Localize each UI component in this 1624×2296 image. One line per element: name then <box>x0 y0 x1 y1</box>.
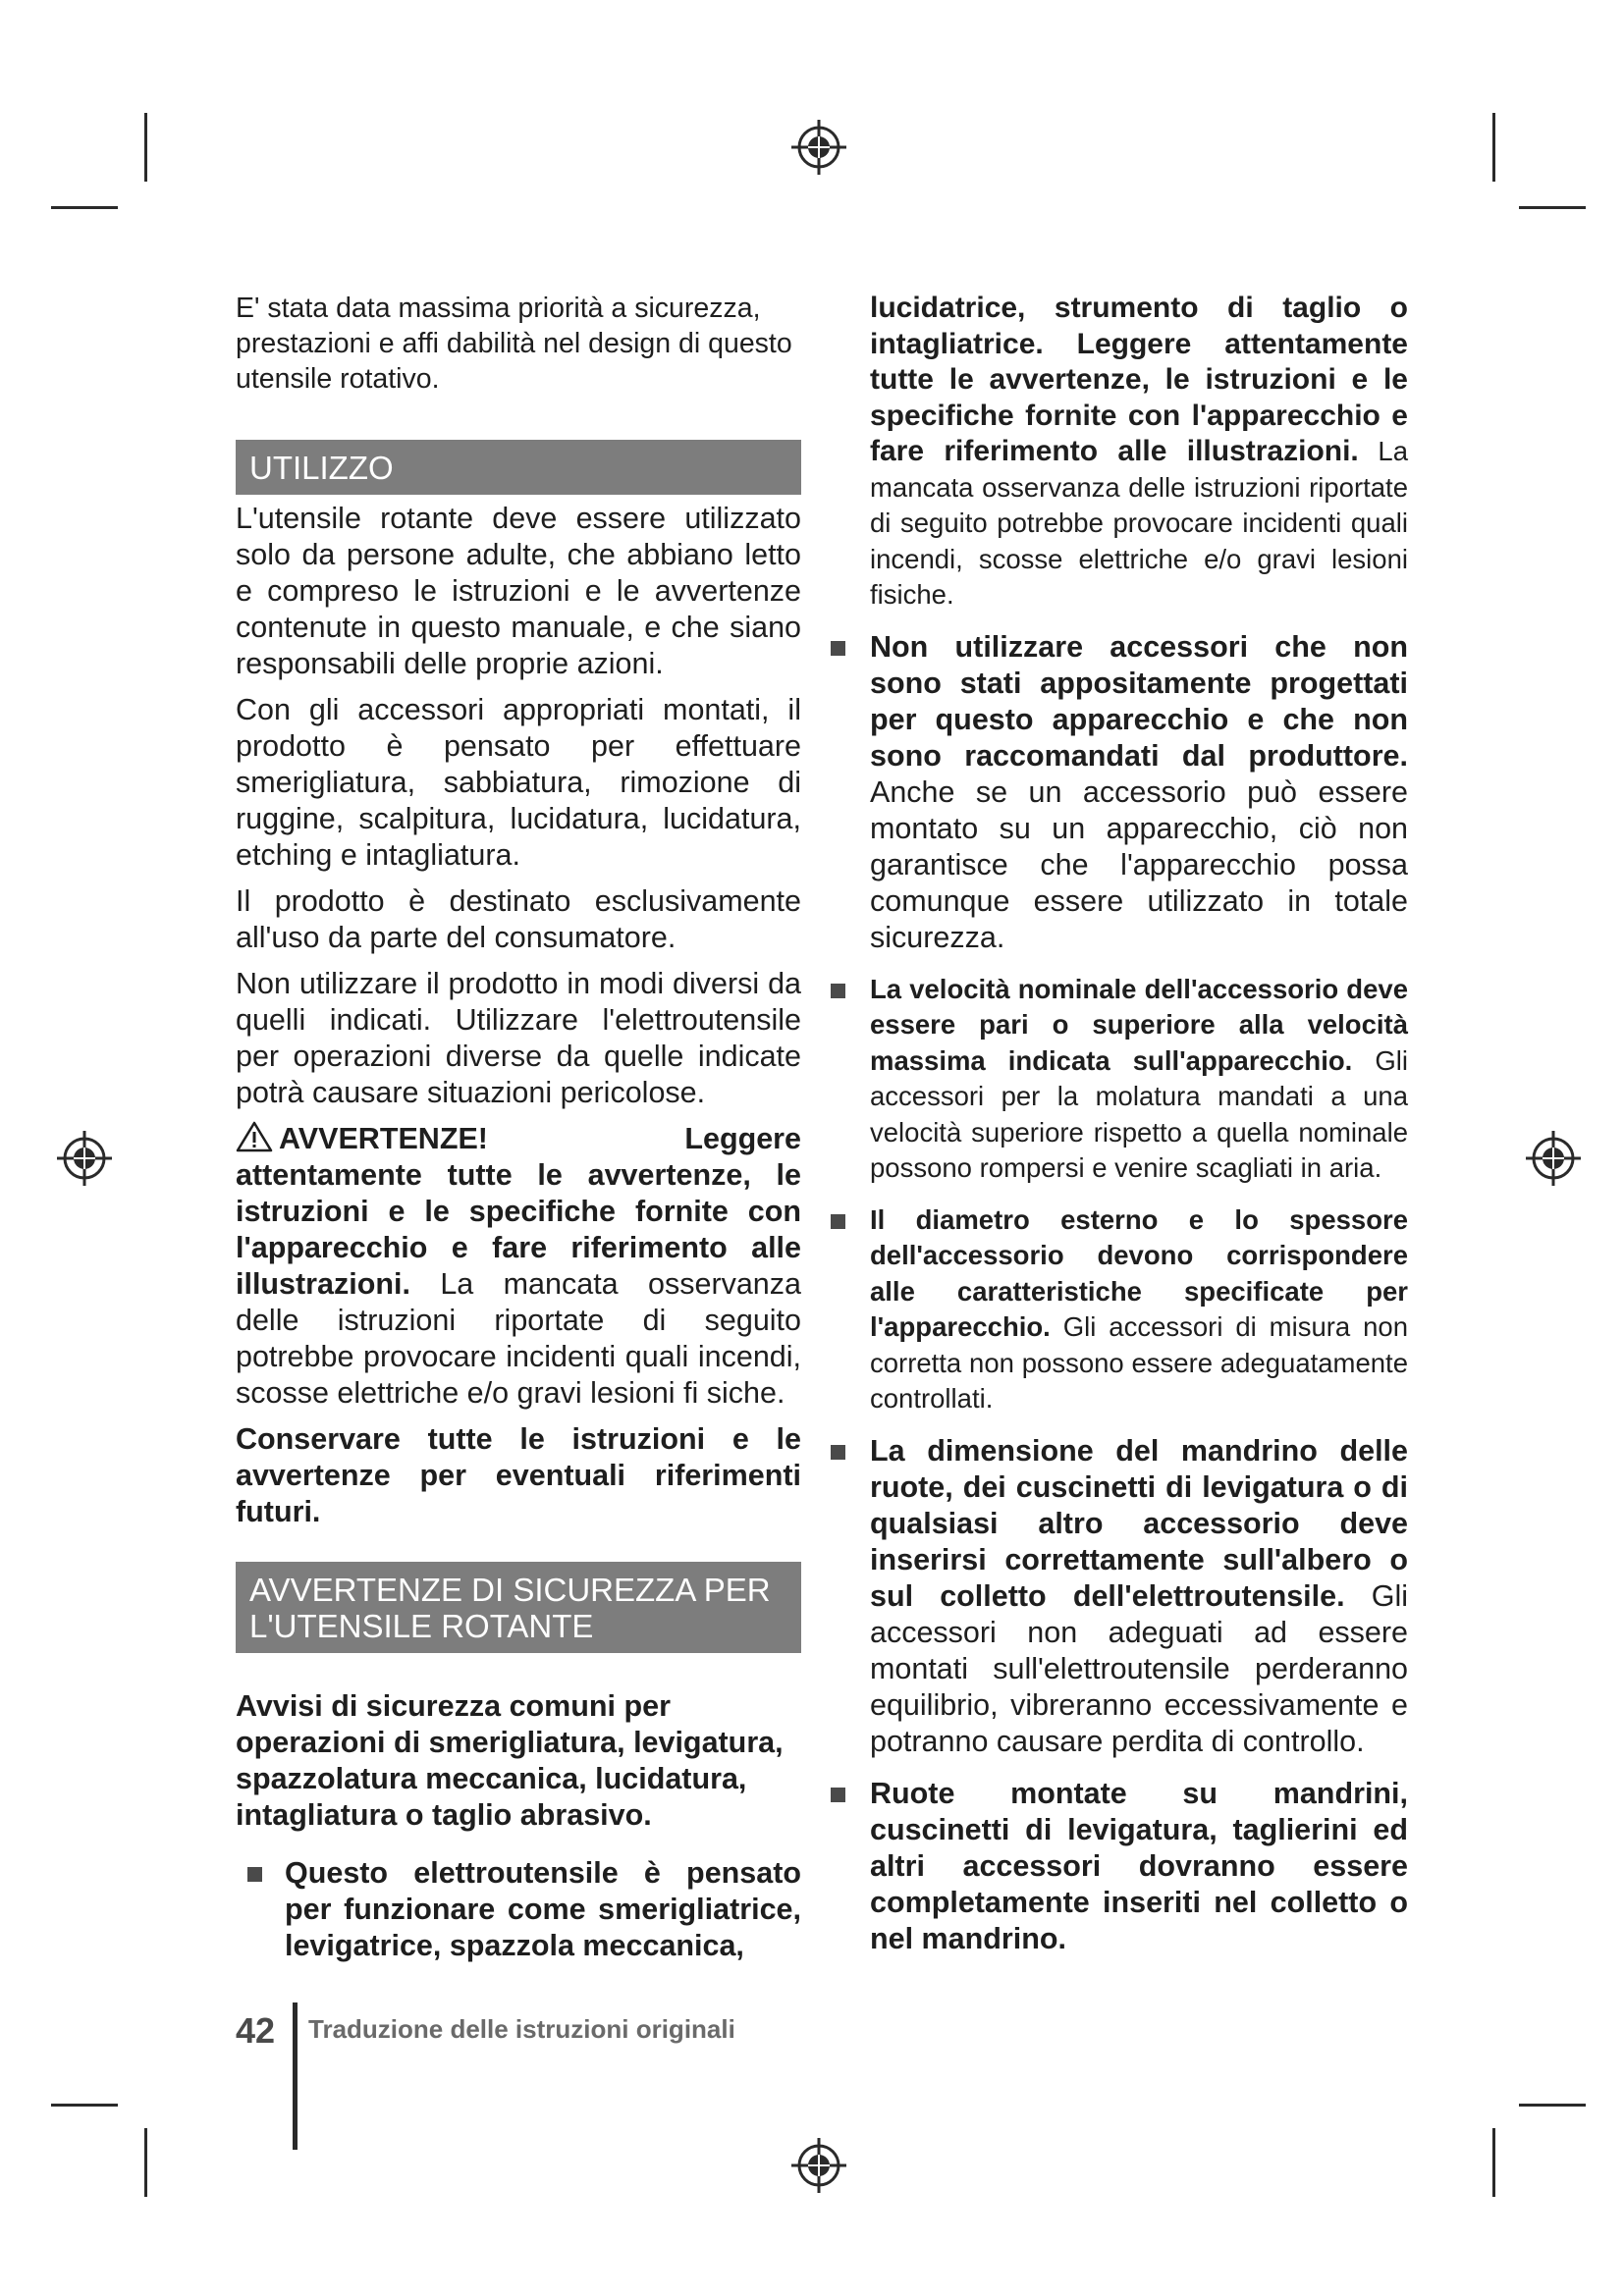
section-title-utilizzo: UTILIZZO <box>236 440 801 495</box>
left-column <box>236 291 801 1980</box>
bullet-square-icon <box>831 641 845 656</box>
crop-mark <box>1492 113 1495 182</box>
bullet-text: Gli accessori per la molatura mandati a una velocità superiore rispetto a quella nominale possono rompersi e venire scagliati in aria. <box>870 1044 1408 1183</box>
bullet-square-icon <box>831 1214 845 1229</box>
bullet-text: Questo elettroutensile è pensato per funzionare come smerigliatrice, levigatrice, spazzola meccanica, <box>285 1856 801 1962</box>
bullet-text-bold: lucidatrice, strumento di taglio o intagliatrice. Leggere attentamente tutte le avvertenze, le istruzioni e le specifiche fornite con l'apparecchio e fare riferimento alle illustrazioni. <box>870 292 1408 467</box>
warning-triangle-icon <box>236 1121 273 1152</box>
bullet-text-bold: La velocità nominale dell'accessorio deve essere pari o superiore alla velocità massima indicata sull'apparecchio. <box>870 973 1408 1076</box>
list-item <box>870 291 1408 614</box>
footer-text: Traduzione delle istruzioni originali <box>308 2014 735 2044</box>
bullet-text: Gli accessori di misura non corretta non possono essere adeguatamente controllati. <box>870 1311 1408 1414</box>
usage-paragraph: Non utilizzare il prodotto in modi diversi da quelli indicati. Utilizzare l'elettroutensile per operazioni diverse da quelle indicate potrà causare situazioni pericolose. <box>236 967 801 1109</box>
warning-block <box>236 1121 801 1412</box>
list-item <box>870 1202 1408 1417</box>
registration-mark-icon <box>789 2136 848 2195</box>
intro-text: E' stata data massima priorità a sicurezza, prestazioni e affi dabilità nel design di questo utensile rotativo. <box>236 293 792 395</box>
bullet-text-bold: La dimensione del mandrino delle ruote, dei cuscinetti di levigatura o di qualsiasi altro accessorio deve inserirsi correttamente sull'albero o sul colletto dell'elettroutensile. <box>870 1433 1408 1613</box>
registration-mark-icon <box>1524 1129 1583 1188</box>
bullet-text-bold: Il diametro esterno e lo spessore dell'accessorio devono corrispondere alle caratteristiche specificate per l'apparecchio. <box>870 1203 1408 1342</box>
usage-paragraph: Con gli accessori appropriati montati, il prodotto è pensato per effettuare smerigliatura, sabbiatura, rimozione di ruggine, scalpitura, lucidatura, lucidatura, etching e intagliatura. <box>236 693 801 872</box>
crop-mark <box>1492 2128 1495 2197</box>
crop-mark <box>144 2128 147 2197</box>
list-item <box>870 1776 1408 1957</box>
list-item <box>236 1855 801 1964</box>
bullet-text: Gli accessori non adeguati ad essere montati sull'elettroutensile perderanno equilibrio, vibreranno eccessivamente e potranno causare perdita di controllo. <box>870 1578 1408 1758</box>
crop-mark <box>144 113 147 182</box>
usage-paragraph: Il prodotto è destinato esclusivamente all'uso da parte del consumatore. <box>236 884 801 954</box>
bullet-square-icon <box>831 984 845 998</box>
section-title-safety-warnings: AVVERTENZE DI SICUREZZA PER L'UTENSILE ROTANTE <box>236 1562 801 1653</box>
list-item <box>870 629 1408 956</box>
registration-mark-icon <box>55 1129 114 1188</box>
bullet-text-bold: Non utilizzare accessori che non sono stati appositamente progettati per questo apparecchio e che non sono raccomandati dal produttore. <box>870 629 1408 773</box>
list-item <box>870 1433 1408 1760</box>
bullet-square-icon <box>247 1867 262 1882</box>
bullet-square-icon <box>831 1445 845 1460</box>
safety-subheading: Avvisi di sicurezza comuni per operazioni di smerigliatura, levigatura, spazzolatura meccanica, lucidatura, intagliatura o taglio abrasivo. <box>236 1689 784 1832</box>
crop-mark <box>1519 206 1586 209</box>
bullet-text: Anche se un accessorio può essere montato su un apparecchio, ciò non garantisce che l'apparecchio possa comunque essere utilizzato in totale sicurezza. <box>870 774 1408 954</box>
keep-instructions-text: Conservare tutte le istruzioni e le avvertenze per eventuali riferimenti futuri. <box>236 1422 801 1528</box>
bullet-text: La mancata osservanza delle istruzioni riportate di seguito potrebbe provocare incidenti quali incendi, scosse elettriche e/o gravi lesioni fisiche. <box>870 436 1409 610</box>
warning-text: La mancata osservanza delle istruzioni riportate di seguito potrebbe provocare incidenti quali incendi, scosse elettriche e/o gravi lesioni fi siche. <box>236 1267 801 1410</box>
crop-mark <box>51 206 118 209</box>
bullet-text-bold: Ruote montate su mandrini, cuscinetti di levigatura, taglierini ed altri accessori dovranno essere completamente inseriti nel colletto o nel mandrino. <box>870 1776 1408 1955</box>
registration-mark-icon <box>789 118 848 177</box>
warning-title: AVVERTENZE! Leggere attentamente tutte le avvertenze, le istruzioni e le specifiche fornite con l'apparecchio e fare riferimento alle illustrazioni. <box>236 1122 801 1301</box>
right-column <box>870 291 1408 1973</box>
usage-paragraph: L'utensile rotante deve essere utilizzato solo da persone adulte, che abbiano letto e compreso le istruzioni e le avvertenze contenute in questo manuale, e che siano responsabili delle proprie azioni. <box>236 502 801 680</box>
footer-divider <box>293 2002 298 2150</box>
crop-mark <box>1519 2104 1586 2107</box>
list-item <box>870 972 1408 1187</box>
bullet-square-icon <box>831 1788 845 1802</box>
crop-mark <box>51 2104 118 2107</box>
page-number: 42 <box>236 2010 276 2051</box>
